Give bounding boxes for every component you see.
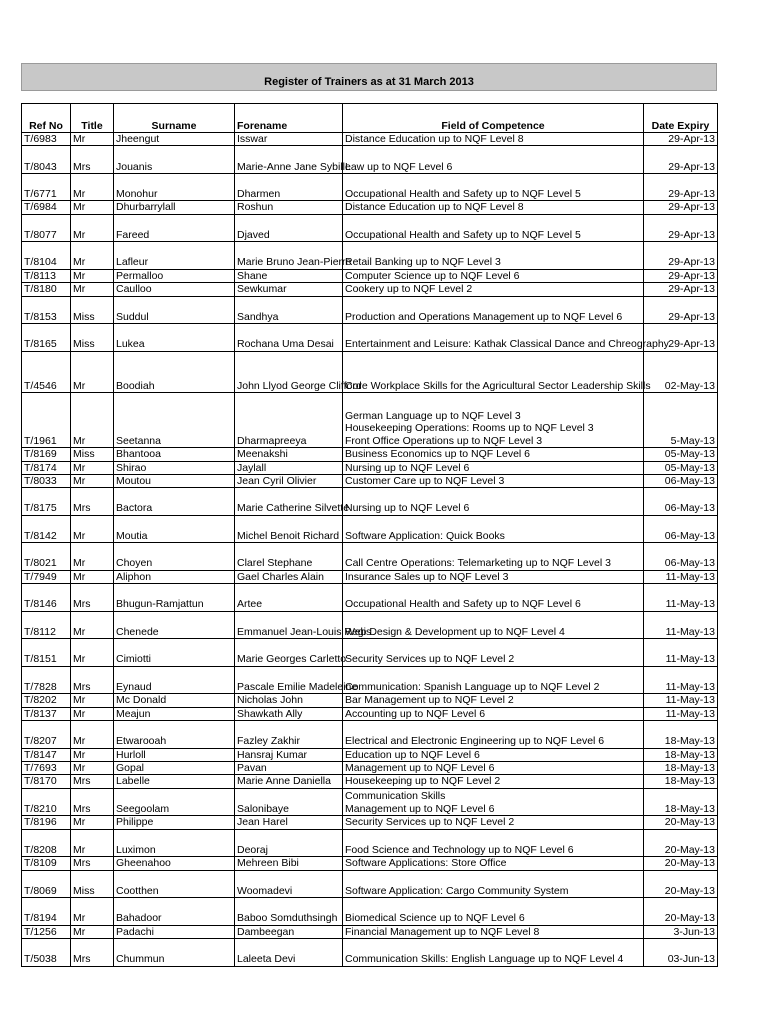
date-expiry-cell: 29-Apr-13: [644, 133, 718, 146]
surname-cell: Fareed: [114, 214, 235, 242]
ref-no-cell: T/8208: [22, 829, 71, 857]
table-row: [22, 788, 718, 816]
table-row: [22, 761, 718, 774]
title-cell: Mr: [71, 351, 114, 393]
table-row: [22, 269, 718, 282]
header-surname: Surname: [114, 104, 235, 133]
field-of-competence-cell: Web Design & Development up to NQF Level 4: [343, 611, 644, 639]
table-row: [22, 829, 718, 857]
title-cell: Mr: [71, 515, 114, 543]
forename-cell: Woomadevi: [235, 870, 343, 898]
header-ref-no: Ref No: [22, 104, 71, 133]
surname-cell: Boodiah: [114, 351, 235, 393]
table-row: [22, 543, 718, 571]
title-cell: Miss: [71, 296, 114, 324]
forename-cell: Jaylall: [235, 461, 343, 474]
table-row: [22, 584, 718, 612]
ref-no-cell: T/8069: [22, 870, 71, 898]
surname-cell: Jouanis: [114, 146, 235, 174]
table-row: [22, 870, 718, 898]
forename-cell: Jean Cyril Olivier: [235, 474, 343, 487]
ref-no-cell: T/8174: [22, 461, 71, 474]
title-cell: Mr: [71, 925, 114, 938]
ref-no-cell: T/8077: [22, 214, 71, 242]
table-row: [22, 173, 718, 201]
surname-cell: Choyen: [114, 543, 235, 571]
surname-cell: Etwarooah: [114, 721, 235, 749]
date-expiry-cell: 18-May-13: [644, 721, 718, 749]
surname-cell: Moutou: [114, 474, 235, 487]
table-row: [22, 694, 718, 707]
surname-cell: Lafleur: [114, 242, 235, 270]
table-row: [22, 939, 718, 967]
table-row: [22, 296, 718, 324]
field-of-competence-cell: German Language up to NQF Level 3 Housekeeping Operations: Rooms up to NQF Level 3 Front Office Operations up to NQF Level 3: [343, 393, 644, 448]
surname-cell: Suddul: [114, 296, 235, 324]
surname-cell: Eynaud: [114, 666, 235, 694]
date-expiry-cell: 02-May-13: [644, 351, 718, 393]
ref-no-cell: T/8151: [22, 639, 71, 667]
title-cell: Miss: [71, 448, 114, 461]
date-expiry-cell: 5-May-13: [644, 393, 718, 448]
field-of-competence-cell: Entertainment and Leisure: Kathak Classical Dance and Chreography: [343, 324, 644, 352]
table-row: [22, 324, 718, 352]
forename-cell: Meenakshi: [235, 448, 343, 461]
ref-no-cell: T/6983: [22, 133, 71, 146]
ref-no-cell: T/7828: [22, 666, 71, 694]
date-expiry-cell: 06-May-13: [644, 488, 718, 516]
date-expiry-cell: 29-Apr-13: [644, 324, 718, 352]
forename-cell: Sandhya: [235, 296, 343, 324]
table-header-row: [22, 104, 718, 133]
ref-no-cell: T/8147: [22, 748, 71, 761]
table-row: [22, 721, 718, 749]
field-of-competence-cell: Food Science and Technology up to NQF Level 6: [343, 829, 644, 857]
table-row: [22, 474, 718, 487]
surname-cell: Cootthen: [114, 870, 235, 898]
field-of-competence-cell: Communication Skills: English Language up to NQF Level 4: [343, 939, 644, 967]
ref-no-cell: T/8109: [22, 857, 71, 870]
field-of-competence-cell: Insurance Sales up to NQF Level 3: [343, 570, 644, 583]
forename-cell: Marie-Anne Jane Sybille: [235, 146, 343, 174]
surname-cell: Bhantooa: [114, 448, 235, 461]
header-field-of-competence: Field of Competence: [343, 104, 644, 133]
table-row: [22, 461, 718, 474]
surname-cell: Caulloo: [114, 283, 235, 296]
header-forename: Forename: [235, 104, 343, 133]
title-cell: Mr: [71, 829, 114, 857]
surname-cell: Permalloo: [114, 269, 235, 282]
forename-cell: Gael Charles Alain: [235, 570, 343, 583]
ref-no-cell: T/8043: [22, 146, 71, 174]
field-of-competence-cell: Cookery up to NQF Level 2: [343, 283, 644, 296]
register-title-bar: [21, 63, 717, 91]
field-of-competence-cell: Business Economics up to NQF Level 6: [343, 448, 644, 461]
table-row: [22, 857, 718, 870]
title-cell: Mr: [71, 393, 114, 448]
title-cell: Mr: [71, 543, 114, 571]
forename-cell: Shane: [235, 269, 343, 282]
table-row: [22, 242, 718, 270]
surname-cell: Seetanna: [114, 393, 235, 448]
date-expiry-cell: 29-Apr-13: [644, 214, 718, 242]
date-expiry-cell: 29-Apr-13: [644, 242, 718, 270]
date-expiry-cell: 20-May-13: [644, 870, 718, 898]
surname-cell: Meajun: [114, 707, 235, 720]
date-expiry-cell: 06-May-13: [644, 543, 718, 571]
ref-no-cell: T/7693: [22, 761, 71, 774]
forename-cell: Marie Bruno Jean-Pierre: [235, 242, 343, 270]
title-cell: Mrs: [71, 488, 114, 516]
header-date-expiry: Date Expiry: [644, 104, 718, 133]
table-row: [22, 925, 718, 938]
surname-cell: Bactora: [114, 488, 235, 516]
field-of-competence-cell: Occupational Health and Safety up to NQF Level 6: [343, 584, 644, 612]
surname-cell: Monohur: [114, 173, 235, 201]
field-of-competence-cell: Distance Education up to NQF Level 8: [343, 133, 644, 146]
table-row: [22, 707, 718, 720]
date-expiry-cell: 11-May-13: [644, 639, 718, 667]
forename-cell: Marie Georges Carletto: [235, 639, 343, 667]
forename-cell: Pascale Emilie Madeleine: [235, 666, 343, 694]
forename-cell: Nicholas John: [235, 694, 343, 707]
field-of-competence-cell: Financial Management up to NQF Level 8: [343, 925, 644, 938]
field-of-competence-cell: Communication Skills Management up to NQF Level 6: [343, 788, 644, 816]
field-of-competence-cell: Distance Education up to NQF Level 8: [343, 201, 644, 214]
ref-no-cell: T/1256: [22, 925, 71, 938]
forename-cell: Baboo Somduthsingh: [235, 898, 343, 926]
table-row: [22, 666, 718, 694]
ref-no-cell: T/8021: [22, 543, 71, 571]
field-of-competence-cell: Electrical and Electronic Engineering up to NQF Level 6: [343, 721, 644, 749]
title-cell: Mr: [71, 283, 114, 296]
surname-cell: Chenede: [114, 611, 235, 639]
forename-cell: Fazley Zakhir: [235, 721, 343, 749]
forename-cell: Pavan: [235, 761, 343, 774]
table-row: [22, 448, 718, 461]
forename-cell: Jean Harel: [235, 816, 343, 829]
surname-cell: Shirao: [114, 461, 235, 474]
trainers-register-table: [21, 103, 718, 967]
forename-cell: Hansraj Kumar: [235, 748, 343, 761]
date-expiry-cell: 29-Apr-13: [644, 146, 718, 174]
table-row: [22, 488, 718, 516]
date-expiry-cell: 29-Apr-13: [644, 173, 718, 201]
surname-cell: Luximon: [114, 829, 235, 857]
title-cell: Mr: [71, 721, 114, 749]
field-of-competence-cell: Bar Management up to NQF Level 2: [343, 694, 644, 707]
field-of-competence-cell: Retail Banking up to NQF Level 3: [343, 242, 644, 270]
field-of-competence-cell: Nursing up to NQF Level 6: [343, 488, 644, 516]
surname-cell: Philippe: [114, 816, 235, 829]
table-row: [22, 748, 718, 761]
title-cell: Mr: [71, 214, 114, 242]
table-row: [22, 611, 718, 639]
ref-no-cell: T/8202: [22, 694, 71, 707]
date-expiry-cell: 18-May-13: [644, 788, 718, 816]
table-row: [22, 639, 718, 667]
surname-cell: Lukea: [114, 324, 235, 352]
field-of-competence-cell: Communication: Spanish Language up to NQF Level 2: [343, 666, 644, 694]
ref-no-cell: T/8165: [22, 324, 71, 352]
ref-no-cell: T/8112: [22, 611, 71, 639]
table-row: [22, 133, 718, 146]
title-cell: Mr: [71, 201, 114, 214]
title-cell: Mr: [71, 694, 114, 707]
forename-cell: Artee: [235, 584, 343, 612]
field-of-competence-cell: Occupational Health and Safety up to NQF Level 5: [343, 173, 644, 201]
surname-cell: Bahadoor: [114, 898, 235, 926]
ref-no-cell: T/8196: [22, 816, 71, 829]
date-expiry-cell: 05-May-13: [644, 448, 718, 461]
title-cell: Mr: [71, 639, 114, 667]
title-cell: Mr: [71, 269, 114, 282]
field-of-competence-cell: Core Workplace Skills for the Agricultural Sector Leadership Skills: [343, 351, 644, 393]
field-of-competence-cell: Housekeeping up to NQF Level 2: [343, 775, 644, 788]
forename-cell: Mehreen Bibi: [235, 857, 343, 870]
title-cell: Mr: [71, 898, 114, 926]
ref-no-cell: T/8033: [22, 474, 71, 487]
field-of-competence-cell: Software Application: Quick Books: [343, 515, 644, 543]
field-of-competence-cell: Nursing up to NQF Level 6: [343, 461, 644, 474]
date-expiry-cell: 20-May-13: [644, 898, 718, 926]
header-title: Title: [71, 104, 114, 133]
surname-cell: Gheenahoo: [114, 857, 235, 870]
date-expiry-cell: 18-May-13: [644, 761, 718, 774]
field-of-competence-cell: Software Applications: Store Office: [343, 857, 644, 870]
surname-cell: Bhugun-Ramjattun: [114, 584, 235, 612]
forename-cell: Laleeta Devi: [235, 939, 343, 967]
table-body: [22, 133, 718, 967]
ref-no-cell: T/8175: [22, 488, 71, 516]
title-cell: Mrs: [71, 857, 114, 870]
forename-cell: Sewkumar: [235, 283, 343, 296]
date-expiry-cell: 20-May-13: [644, 829, 718, 857]
ref-no-cell: T/8104: [22, 242, 71, 270]
forename-cell: Dambeegan: [235, 925, 343, 938]
surname-cell: Moutia: [114, 515, 235, 543]
surname-cell: Chummun: [114, 939, 235, 967]
date-expiry-cell: 29-Apr-13: [644, 296, 718, 324]
table-row: [22, 146, 718, 174]
forename-cell: Dharmen: [235, 173, 343, 201]
title-cell: Mr: [71, 242, 114, 270]
forename-cell: Isswar: [235, 133, 343, 146]
surname-cell: Hurloll: [114, 748, 235, 761]
table-row: [22, 816, 718, 829]
surname-cell: Jheengut: [114, 133, 235, 146]
register-title: Register of Trainers as at 31 March 2013: [264, 76, 474, 88]
ref-no-cell: T/8146: [22, 584, 71, 612]
field-of-competence-cell: Law up to NQF Level 6: [343, 146, 644, 174]
ref-no-cell: T/4546: [22, 351, 71, 393]
ref-no-cell: T/1961: [22, 393, 71, 448]
date-expiry-cell: 03-Jun-13: [644, 939, 718, 967]
table-row: [22, 351, 718, 393]
title-cell: Mr: [71, 748, 114, 761]
forename-cell: Michel Benoit Richard: [235, 515, 343, 543]
ref-no-cell: T/8194: [22, 898, 71, 926]
table-row: [22, 515, 718, 543]
forename-cell: Emmanuel Jean-Louis Regis: [235, 611, 343, 639]
field-of-competence-cell: Call Centre Operations: Telemarketing up to NQF Level 3: [343, 543, 644, 571]
date-expiry-cell: 05-May-13: [644, 461, 718, 474]
surname-cell: Dhurbarrylall: [114, 201, 235, 214]
ref-no-cell: T/8170: [22, 775, 71, 788]
ref-no-cell: T/6771: [22, 173, 71, 201]
table-row: [22, 201, 718, 214]
table-row: [22, 570, 718, 583]
date-expiry-cell: 11-May-13: [644, 707, 718, 720]
ref-no-cell: T/8153: [22, 296, 71, 324]
ref-no-cell: T/8210: [22, 788, 71, 816]
date-expiry-cell: 11-May-13: [644, 584, 718, 612]
title-cell: Mr: [71, 133, 114, 146]
title-cell: Mrs: [71, 146, 114, 174]
title-cell: Mr: [71, 474, 114, 487]
date-expiry-cell: 29-Apr-13: [644, 269, 718, 282]
forename-cell: Marie Anne Daniella: [235, 775, 343, 788]
forename-cell: Deoraj: [235, 829, 343, 857]
forename-cell: Roshun: [235, 201, 343, 214]
ref-no-cell: T/5038: [22, 939, 71, 967]
title-cell: Mr: [71, 461, 114, 474]
date-expiry-cell: 20-May-13: [644, 816, 718, 829]
date-expiry-cell: 18-May-13: [644, 775, 718, 788]
field-of-competence-cell: Education up to NQF Level 6: [343, 748, 644, 761]
table-row: [22, 214, 718, 242]
table-row: [22, 898, 718, 926]
ref-no-cell: T/8113: [22, 269, 71, 282]
forename-cell: Salonibaye: [235, 788, 343, 816]
surname-cell: Seegoolam: [114, 788, 235, 816]
title-cell: Mr: [71, 611, 114, 639]
field-of-competence-cell: Computer Science up to NQF Level 6: [343, 269, 644, 282]
surname-cell: Mc Donald: [114, 694, 235, 707]
date-expiry-cell: 11-May-13: [644, 570, 718, 583]
surname-cell: Aliphon: [114, 570, 235, 583]
ref-no-cell: T/8180: [22, 283, 71, 296]
field-of-competence-cell: Customer Care up to NQF Level 3: [343, 474, 644, 487]
date-expiry-cell: 06-May-13: [644, 474, 718, 487]
ref-no-cell: T/8169: [22, 448, 71, 461]
forename-cell: Djaved: [235, 214, 343, 242]
ref-no-cell: T/6984: [22, 201, 71, 214]
forename-cell: Shawkath Ally: [235, 707, 343, 720]
forename-cell: Dharmapreeya: [235, 393, 343, 448]
forename-cell: Marie Catherine Silvette: [235, 488, 343, 516]
title-cell: Miss: [71, 870, 114, 898]
title-cell: Miss: [71, 324, 114, 352]
table-row: [22, 775, 718, 788]
title-cell: Mrs: [71, 939, 114, 967]
surname-cell: Padachi: [114, 925, 235, 938]
field-of-competence-cell: Biomedical Science up to NQF Level 6: [343, 898, 644, 926]
date-expiry-cell: 18-May-13: [644, 748, 718, 761]
forename-cell: John Llyod George Clifford: [235, 351, 343, 393]
date-expiry-cell: 29-Apr-13: [644, 201, 718, 214]
title-cell: Mr: [71, 707, 114, 720]
field-of-competence-cell: Security Services up to NQF Level 2: [343, 816, 644, 829]
surname-cell: Cimiotti: [114, 639, 235, 667]
date-expiry-cell: 11-May-13: [644, 611, 718, 639]
ref-no-cell: T/8207: [22, 721, 71, 749]
field-of-competence-cell: Security Services up to NQF Level 2: [343, 639, 644, 667]
forename-cell: Clarel Stephane: [235, 543, 343, 571]
title-cell: Mr: [71, 570, 114, 583]
forename-cell: Rochana Uma Desai: [235, 324, 343, 352]
surname-cell: Gopal: [114, 761, 235, 774]
date-expiry-cell: 20-May-13: [644, 857, 718, 870]
title-cell: Mr: [71, 816, 114, 829]
title-cell: Mr: [71, 173, 114, 201]
date-expiry-cell: 3-Jun-13: [644, 925, 718, 938]
ref-no-cell: T/8142: [22, 515, 71, 543]
field-of-competence-cell: Accounting up to NQF Level 6: [343, 707, 644, 720]
table-row: [22, 283, 718, 296]
field-of-competence-cell: Production and Operations Management up to NQF Level 6: [343, 296, 644, 324]
field-of-competence-cell: Occupational Health and Safety up to NQF Level 5: [343, 214, 644, 242]
table-row: [22, 393, 718, 448]
field-of-competence-cell: Management up to NQF Level 6: [343, 761, 644, 774]
title-cell: Mrs: [71, 584, 114, 612]
title-cell: Mrs: [71, 775, 114, 788]
ref-no-cell: T/7949: [22, 570, 71, 583]
title-cell: Mrs: [71, 666, 114, 694]
ref-no-cell: T/8137: [22, 707, 71, 720]
field-of-competence-cell: Software Application: Cargo Community System: [343, 870, 644, 898]
date-expiry-cell: 11-May-13: [644, 666, 718, 694]
date-expiry-cell: 29-Apr-13: [644, 283, 718, 296]
title-cell: Mrs: [71, 788, 114, 816]
surname-cell: Labelle: [114, 775, 235, 788]
title-cell: Mr: [71, 761, 114, 774]
date-expiry-cell: 06-May-13: [644, 515, 718, 543]
date-expiry-cell: 11-May-13: [644, 694, 718, 707]
